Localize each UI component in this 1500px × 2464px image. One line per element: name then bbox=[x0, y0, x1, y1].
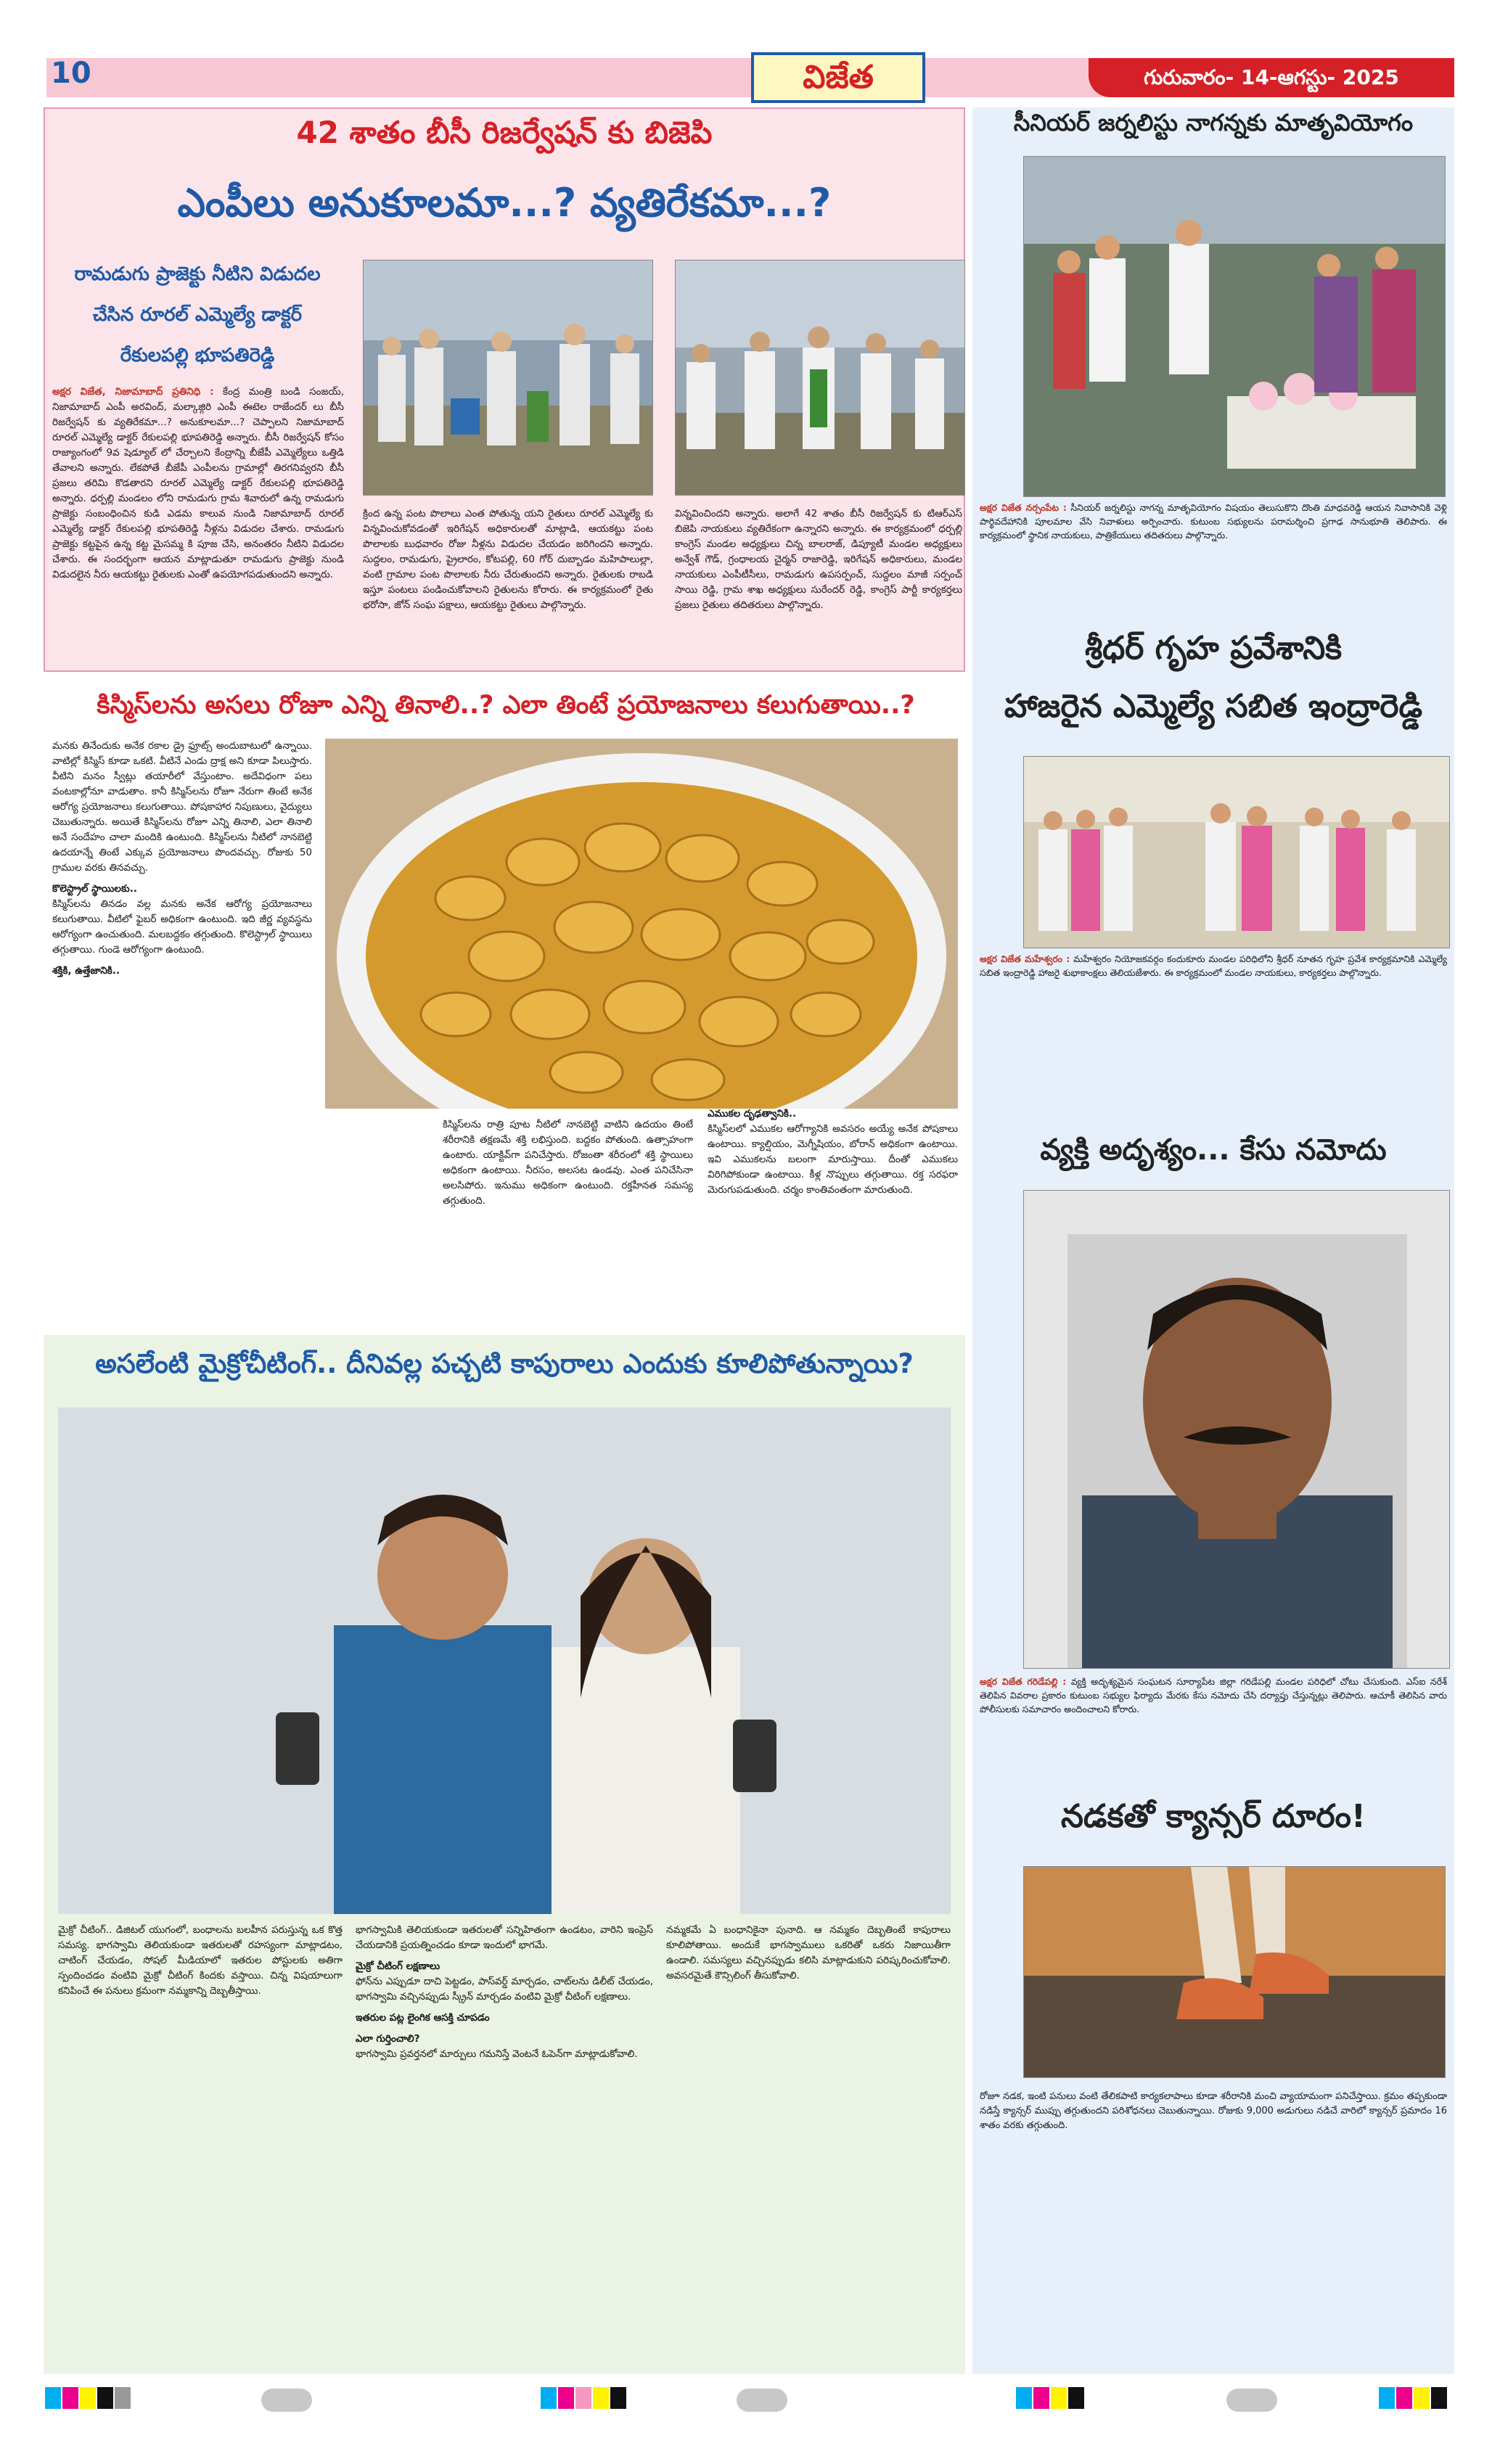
article2-body-col1 bbox=[52, 739, 312, 1323]
right-headline-journalist: సీనియర్ జర్నలిస్టు నాగన్నకు మాతృవియోగం bbox=[1013, 109, 1414, 136]
masthead-text: విజేత bbox=[803, 59, 874, 96]
article1-text-col3: విన్నవించిందని అన్నారు. అలాగే 42 శాతం బీసీ రిజర్వేషన్ కు టిఆర్ఎస్ బిజెపి నాయకులు వ్యతిరేకంగా ఉన్నారని అన్నారు. ఈ కార్యక్రమంలో ధర్పల్లి కాంగ్రెస్ మండల అధ్యక్షులు చిన్న బాలరాజ్, డిప్యూటీ మండల అధ్యక్షులు అన్వేశ్ గౌడ్, గ్రంధాలయ చైర్మన్ రాజారెడ్డి, ఇరిగేషన్ అధికారులు, మండల నాయకులు ఎంపీటీసీలు, రామడుగు ఉపసర్పంచ్, సుద్దలం మాజీ సర్పంచ్ సాయి రెడ్డి, గ్రామ శాఖ అధ్యక్షులు సురేందర్ రెడ్డి, కాంగ్రెస్ పార్టీ కార్యకర్తలు ప్రజలు రైతులు తదితరులు పాల్గొన్నారు. bbox=[675, 508, 962, 611]
article2-text-col2: కిస్మిస్‌లను రాత్రి పూట నీటిలో నానబెట్టి వాటిని ఉదయం తింటే శరీరానికి తక్షణమే శక్తి లభిస్తుంది. బద్దకం పోతుంది. ఉత్సాహంగా ఉంటారు. యాక్టివ్‌గా పనిచేస్తారు. రోజంతా శరీరంలో శక్తి స్థాయిలు అధికంగా ఉంటాయి. నీరసం, అలసట ఉండవు. ఎంత పనిచేసినా అలసిపోరు. ఇనుము అధికంగా ఉంటుంది. రక్తహీనత సమస్య తగ్గుతుంది. bbox=[443, 1119, 693, 1207]
article3-subhead-interest: ఇతరుల పట్ల లైంగిక ఆసక్తి చూపడం bbox=[356, 2012, 490, 2024]
right-headline-walking: నడకతో క్యాన్సర్ దూరం! bbox=[1061, 1798, 1366, 1835]
missing-person-photo bbox=[1023, 1190, 1450, 1669]
housewarming-photo bbox=[1023, 756, 1450, 948]
article3-text-col2b: ఫోన్‌ను ఎప్పుడూ దాచి పెట్టడం, పాస్‌వర్డ్ మార్చడం, చాట్‌లను డిలీట్ చేయడం, భాగస్వామి వచ్చినప్పుడు స్క్రీన్ మార్చడం వంటివి మైక్రో చీటింగ్ లక్షణాలు. bbox=[356, 1976, 653, 2003]
walking-shoes-photo bbox=[1023, 1866, 1446, 2078]
couple-photo bbox=[58, 1408, 951, 1914]
right-byline-journalist: అక్షర విజేత నర్సంపేట : bbox=[980, 502, 1067, 513]
article2-text-col1: మనకు తినేందుకు అనేక రకాల డ్రై ఫ్రూట్స్ అందుబాటులో ఉన్నాయి. వాటిల్లో కిస్మిస్ కూడా ఒకటి. వీటినే ఎండు ద్రాక్ష అని కూడా పిలుస్తారు. వీటిని మనం స్వీట్లు తయారీలో వేస్తుంటాం. అదేవిధంగా పలు వంటకాల్లోనూ వాడుతాం. కానీ కిస్మిస్‌లను రోజూ నేరుగా తింటే అనేక ఆరోగ్య ప్రయోజనాలు కలుగుతాయి. పోషకాహార నిపుణులు, వైద్యులు చెబుతున్నారు. అయితే కిస్మిస్‌లను రోజూ ఎన్ని తినాలి, ఎలా తినాలి అనే సందేహం చాలా మందికి ఉంటుంది. కిస్మిస్‌లను నీటిలో నానబెట్టి ఉదయాన్నే తింటే ఎక్కువ ప్రయోజనాలు పొందవచ్చు. రోజుకు 50 గ్రాముల వరకు తినవచ్చు. bbox=[52, 740, 312, 874]
right-text-journalist: సీనియర్ జర్నలిస్టు నాగన్న మాతృవియోగం విషయం తెలుసుకొని దొంతి మాధవరెడ్డి ఆయన నివాసానికి వెళ్లి పార్థివదేహానికి పూలమాల వేసి నివాళులు అర్పించారు. కుటుంబ సభ్యులను పరామర్శించి ప్రగాఢ సానుభూతి తెలిపారు. ఈ కార్యక్రమంలో స్థానిక నాయకులు, పాత్రికేయులు తదితరులు పాల్గొన్నారు. bbox=[980, 502, 1447, 541]
registration-pill-2 bbox=[737, 2389, 787, 2412]
article3-subhead-signs: మైక్రో చీటింగ్ లక్షణాలు bbox=[356, 1960, 440, 1972]
right-body-journalist bbox=[980, 501, 1447, 609]
article1-text-col2: క్రింద ఉన్న పంట పొలాలు ఎంత పోతున్న యని రైతులు రూరల్ ఎమ్మెల్యే కు విన్నవించుకోవడంతో ఇరిగేషన్ అధికారులతో మాట్లాడి, ఆయకట్టు పంట పొలాలకు బుధవారం రోజు నీళ్లను విడుదల చేయడం జరిగిందని అన్నారు. సుద్దలం, రామడుగు, ప్రైలారం, కోటపల్లి, 60 గోర్ దుబ్బాడం మహిపాలుల్లా, వంటి గ్రామాల పంట పొలాలకు నీరు చేరుతుందని అన్నారు. రైతులకు రాబడి ఇస్తూ పంటలు పండించుకోవాలని రైతులను కోరారు. ఈ కార్యక్రమంలో రైతు భరోసా, జోన్ సంఘ పక్షాలు, ఆయకట్టు రైతులు పాల్గొన్నారు. bbox=[363, 508, 653, 611]
article2-subhead-bones: ఎముకల దృఢత్వానికి.. bbox=[708, 1108, 797, 1120]
right-text-missing: వ్యక్తి అదృశ్యమైన సంఘటన సూర్యాపేట జిల్లా గరిడేపల్లి మండల పరిధిలో చోటు చేసుకుంది. ఎస్ఐ నరేశ్ తెలిపిన వివరాల ప్రకారం కుటుంబ సభ్యుల ఫిర్యాదు మేరకు కేసు నమోదు చేసి దర్యాప్తు చేస్తున్నట్లు తెలిపారు. ఆచూకీ తెలిసిన వారు పోలీసులకు సమాచారం అందించాలని కోరారు. bbox=[980, 1676, 1447, 1714]
right-headline-missing: వ్యక్తి అదృశ్యం... కేసు నమోదు bbox=[1040, 1133, 1387, 1167]
right-body-walking bbox=[980, 2090, 1447, 2365]
article1-photo-right bbox=[675, 260, 965, 496]
article1-text-col1: కేంద్ర మంత్రి బండి సంజయ్, నిజామాబాద్ ఎంపీ అరవింద్, మల్కాజ్గిరి ఎంపీ ఈటెల రాజేందర్ లు బీసీ రిజర్వేషన్ కు వ్యతిరేకమా...? అనుకూలమా...? చెప్పాలని నిజామాబాద్ రూరల్ ఎమ్మెల్యే డాక్టర్ రేకులపల్లి భూపతిరెడ్డి అన్నారు. బీసీ రిజర్వేషన్ కోసం రాజ్యాంగంలో 9వ షెడ్యూల్ లో చేర్చాలని కేంద్రాన్ని బీజేపీ ఎమ్మెల్యేలు ఒత్తిడి తేవాలని అన్నారు. లేకపోతే బీజేపీ ఎంపీలను గ్రామాల్లో తిరగనివ్వరని బీసీ ప్రజలు తరిమి కొడతారని రూరల్ ఎమ్మెల్యే డాక్టర్ రేకులపల్లి భూపతిరెడ్డి అన్నారు. ధర్పల్లి మండలం లోని రామడుగు గ్రామ శివారులో ఉన్న రామడుగు ప్రాజెక్టు సంబంధించిన కుడి ఎడమ కాలువ నుండి నిజామాబాద్ రూరల్ ఎమ్మెల్యే డాక్టర్ రేకులపల్లి భూపతిరెడ్డి నీళ్లను విడుదల చేశారు. రామడుగు ప్రాజెక్టు కట్టపైన ఉన్న కట్ట మైసమ్మ కి పూజ చేసి, అనంతరం నీటిని విడుదల చేశారు. ఈ సందర్భంగా ఆయన మాట్లాడుతూ రామడుగు ప్రాజెక్టు నుండి విడుదలైన నీరు ఆయకట్టు రైతులకు ఎంతో ఉపయోగపడుతుందని అన్నారు. bbox=[52, 386, 344, 580]
right-headline-housewarming-line1: శ్రీధర్ గృహ ప్రవేశానికి bbox=[1084, 630, 1343, 667]
article1-photo-left bbox=[363, 260, 653, 496]
article1-subhead-line3: రేకులపల్లి భూపతిరెడ్డి bbox=[120, 345, 275, 366]
article2-subhead-energy: శక్తికి, ఉత్తేజానికి.. bbox=[52, 965, 120, 977]
color-bar-2 bbox=[541, 2387, 628, 2412]
raisins-photo bbox=[325, 739, 958, 1109]
funeral-photo bbox=[1023, 156, 1446, 497]
article3-headline: అసలేంటి మైక్రోచీటింగ్.. దీనివల్ల పచ్చటి కాపురాలు ఎందుకు కూలిపోతున్నాయి? bbox=[95, 1348, 914, 1379]
article2-subhead-cholesterol: కొలెస్ట్రాల్ స్థాయిలకు.. bbox=[52, 883, 137, 895]
color-bar-3 bbox=[1016, 2387, 1086, 2412]
right-headline-housewarming-line2: హాజరైన ఎమ్మెల్యే సబిత ఇంద్రారెడ్డి bbox=[1004, 688, 1423, 725]
right-body-missing bbox=[980, 1675, 1447, 1783]
article2-body-col2 bbox=[443, 1117, 693, 1325]
masthead-logo bbox=[751, 52, 925, 103]
article1-byline: అక్షర విజేత, నిజామాబాద్ ప్రతినిధి : bbox=[52, 386, 214, 398]
article3-text-col3: నమ్మకమే ఏ బంధానికైనా పునాది. ఆ నమ్మకం దెబ్బతింటే కాపురాలు కూలిపోతాయి. అందుకే భాగస్వాములు ఒకరితో ఒకరు నిజాయితీగా ఉండాలి. సమస్యలు వచ్చినప్పుడు కలిసి మాట్లాడుకుని పరిష్కరించుకోవాలి. అవసరమైతే కౌన్సిలింగ్ తీసుకోవాలి. bbox=[666, 1924, 951, 1982]
right-text-walking: రోజూ నడక, ఇంటి పనులు వంటి తేలికపాటి కార్యకలాపాలు కూడా శరీరానికి మంచి వ్యాయామంగా పనిచేస్తాయి. క్రమం తప్పకుండా నడిస్తే క్యాన్సర్ ముప్పు తగ్గుతుందని పరిశోధనలు చెబుతున్నాయి. రోజుకు 9,000 అడుగులు నడిచే వారిలో క్యాన్సర్ ప్రమాదం 16 శాతం వరకు తగ్గుతుంది. bbox=[980, 2091, 1447, 2131]
article1-body-col2 bbox=[363, 506, 653, 668]
registration-pill-3 bbox=[1226, 2389, 1277, 2412]
page-number: 10 bbox=[51, 57, 91, 90]
article1-body-col1 bbox=[52, 385, 344, 668]
article2-body-col3 bbox=[708, 1106, 958, 1325]
color-bar-4 bbox=[1379, 2387, 1448, 2412]
right-body-housewarming bbox=[980, 952, 1447, 1061]
right-text-housewarming: మహేశ్వరం నియోజకవర్గం కందుకూరు మండల పరిధిలోని శ్రీధర్ నూతన గృహ ప్రవేశ కార్యక్రమానికి ఎమ్మెల్యే సబిత ఇంద్రారెడ్డి హాజరై శుభాకాంక్షలు తెలియజేశారు. ఈ కార్యక్రమంలో మండల నాయకులు, కార్యకర్తలు పాల్గొన్నారు. bbox=[980, 953, 1447, 978]
date-banner bbox=[1089, 58, 1454, 97]
article3-body-col2 bbox=[356, 1923, 653, 2358]
article1-body-col3 bbox=[675, 506, 962, 668]
article3-body-col3 bbox=[666, 1923, 951, 2358]
article2-headline: కిస్మిస్‌లను అసలు రోజూ ఎన్ని తినాలి..? ఎలా తింటే ప్రయోజనాలు కలుగుతాయి..? bbox=[97, 691, 915, 720]
article3-text-col2c: భాగస్వామి ప్రవర్తనలో మార్పులు గమనిస్తే వెంటనే ఓపెన్‌గా మాట్లాడుకోవాలి. bbox=[356, 2048, 638, 2060]
registration-pill-1 bbox=[261, 2389, 312, 2412]
article3-text-col2: భాగస్వామికి తెలియకుండా ఇతరులతో సన్నిహితంగా ఉండటం, వారిని ఇంప్రెస్ చేయడానికి ప్రయత్నించడం కూడా ఇందులో భాగమే. bbox=[356, 1924, 653, 1951]
color-bar-1 bbox=[45, 2387, 132, 2412]
article2-text-col3: కిస్మిస్‌లలో ఎముకల ఆరోగ్యానికి అవసరం అయ్యే అనేక పోషకాలు ఉంటాయి. క్యాల్షియం, మెగ్నీషియం, బోరాన్ అధికంగా ఉంటాయి. ఇవి ఎముకలను బలంగా మారుస్తాయి. దీంతో ఎముకలు విరిగిపోకుండా ఉంటాయి. కీళ్ల నొప్పులు తగ్గుతాయి. రక్త సరఫరా మెరుగుపడుతుంది. చర్మం కాంతివంతంగా మారుతుంది. bbox=[708, 1123, 958, 1196]
article1-headline-line1: 42 శాతం బీసీ రిజర్వేషన్ కు బిజెపి bbox=[296, 115, 713, 150]
article3-text-col1: మైక్రో చీటింగ్.. డిజిటల్ యుగంలో, బంధాలను బలహీన పరుస్తున్న ఒక కొత్త సమస్య. భాగస్వామి తెలియకుండా ఇతరులతో రహస్యంగా మాట్లాడటం, చాటింగ్ చేయడం, సోషల్ మీడియాలో ఇతరుల పోస్టులకు అతిగా స్పందించడం వంటివి మైక్రో చీటింగ్ కిందకు వస్తాయి. చిన్న విషయాలుగా కనిపించే ఈ పనులు క్రమంగా నమ్మకాన్ని దెబ్బతీస్తాయి. bbox=[58, 1924, 343, 1997]
right-byline-housewarming: అక్షర విజేత మహేశ్వరం : bbox=[980, 953, 1070, 964]
article3-subhead-identify: ఎలా గుర్తించాలి? bbox=[356, 2033, 420, 2045]
article1-headline-line2: ఎంపీలు అనుకూలమా...? వ్యతిరేకమా...? bbox=[177, 180, 832, 226]
article1-subhead-line1: రామడుగు ప్రాజెక్టు నీటిని విడుదల bbox=[74, 263, 321, 285]
article2-text-col1b: కిస్మిస్‌లను తినడం వల్ల మనకు అనేక ఆరోగ్య ప్రయోజనాలు కలుగుతాయి. వీటిలో ఫైబర్ అధికంగా ఉంటుంది. ఇది జీర్ణ వ్యవస్థను ఆరోగ్యంగా ఉంచుతుంది. మలబద్దకం తగ్గుతుంది. కొలెస్ట్రాల్ స్థాయిలు తగ్గుతాయి. గుండె ఆరోగ్యంగా ఉంటుంది. bbox=[52, 898, 312, 956]
issue-date: గురువారం- 14-ఆగస్టు- 2025 bbox=[1144, 65, 1399, 89]
right-byline-missing: అక్షర విజేత గరిడేపల్లి : bbox=[980, 1676, 1067, 1687]
article3-body-col1 bbox=[58, 1923, 343, 2358]
article1-subhead bbox=[52, 254, 343, 376]
article1-subhead-line2: చేసిన రూరల్ ఎమ్మెల్యే డాక్టర్ bbox=[92, 304, 303, 326]
